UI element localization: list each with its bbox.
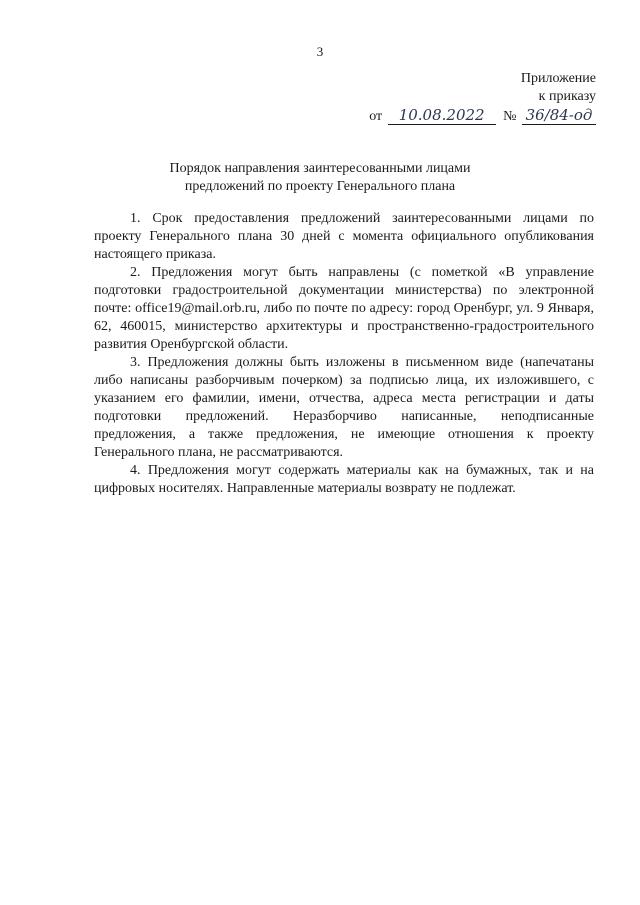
order-ref-label: к приказу [538,89,596,104]
paragraph-1: 1. Срок предоставления предложений заинтересованными лицами по проекту Генерального плана 30 дней с момента официального опубликования настоящего приказа. [94,211,594,262]
order-date: 10.08.2022 [388,106,496,125]
paragraph-3: 3. Предложения должны быть изложены в письменном виде (напечатаны либо написаны разборчивым почерком) за подписью лица, их изложившего, с указанием его фамилии, имени, отчества, адреса места регистрации и даты подготовки предложений. Неразборчиво написанные, неподписанные предложения, а также предложения, не имеющие отношения к проекту Генерального плана, не рассматриваются. [94,355,594,460]
title-line-1: Порядок направления заинтересованными лицами [169,161,471,176]
document-body [94,210,594,498]
order-reference [369,106,596,125]
paragraph-2: 2. Предложения могут быть направлены (с пометкой «В управление подготовки градостроительной документации министерства) по электронной почте: office19@mail.orb.ru, либо по почте по адресу: город Оренбург, ул. 9 Января, 62, 460015, министерство архитектуры и пространственно-градостроительного развития Оренбургской области. [94,265,594,352]
document-title [0,160,640,196]
appendix-header [521,70,596,106]
appendix-label: Приложение [520,71,596,86]
from-label: от [369,109,383,124]
title-line-2: предложений по проекту Генерального плана [184,179,456,194]
page-number: 3 [316,44,324,59]
order-number: 36/84-од [522,106,596,125]
paragraph-4: 4. Предложения могут содержать материалы как на бумажных, так и на цифровых носителях. Направленные материалы возврату не подлежат. [94,463,594,496]
number-label: № [503,109,517,124]
